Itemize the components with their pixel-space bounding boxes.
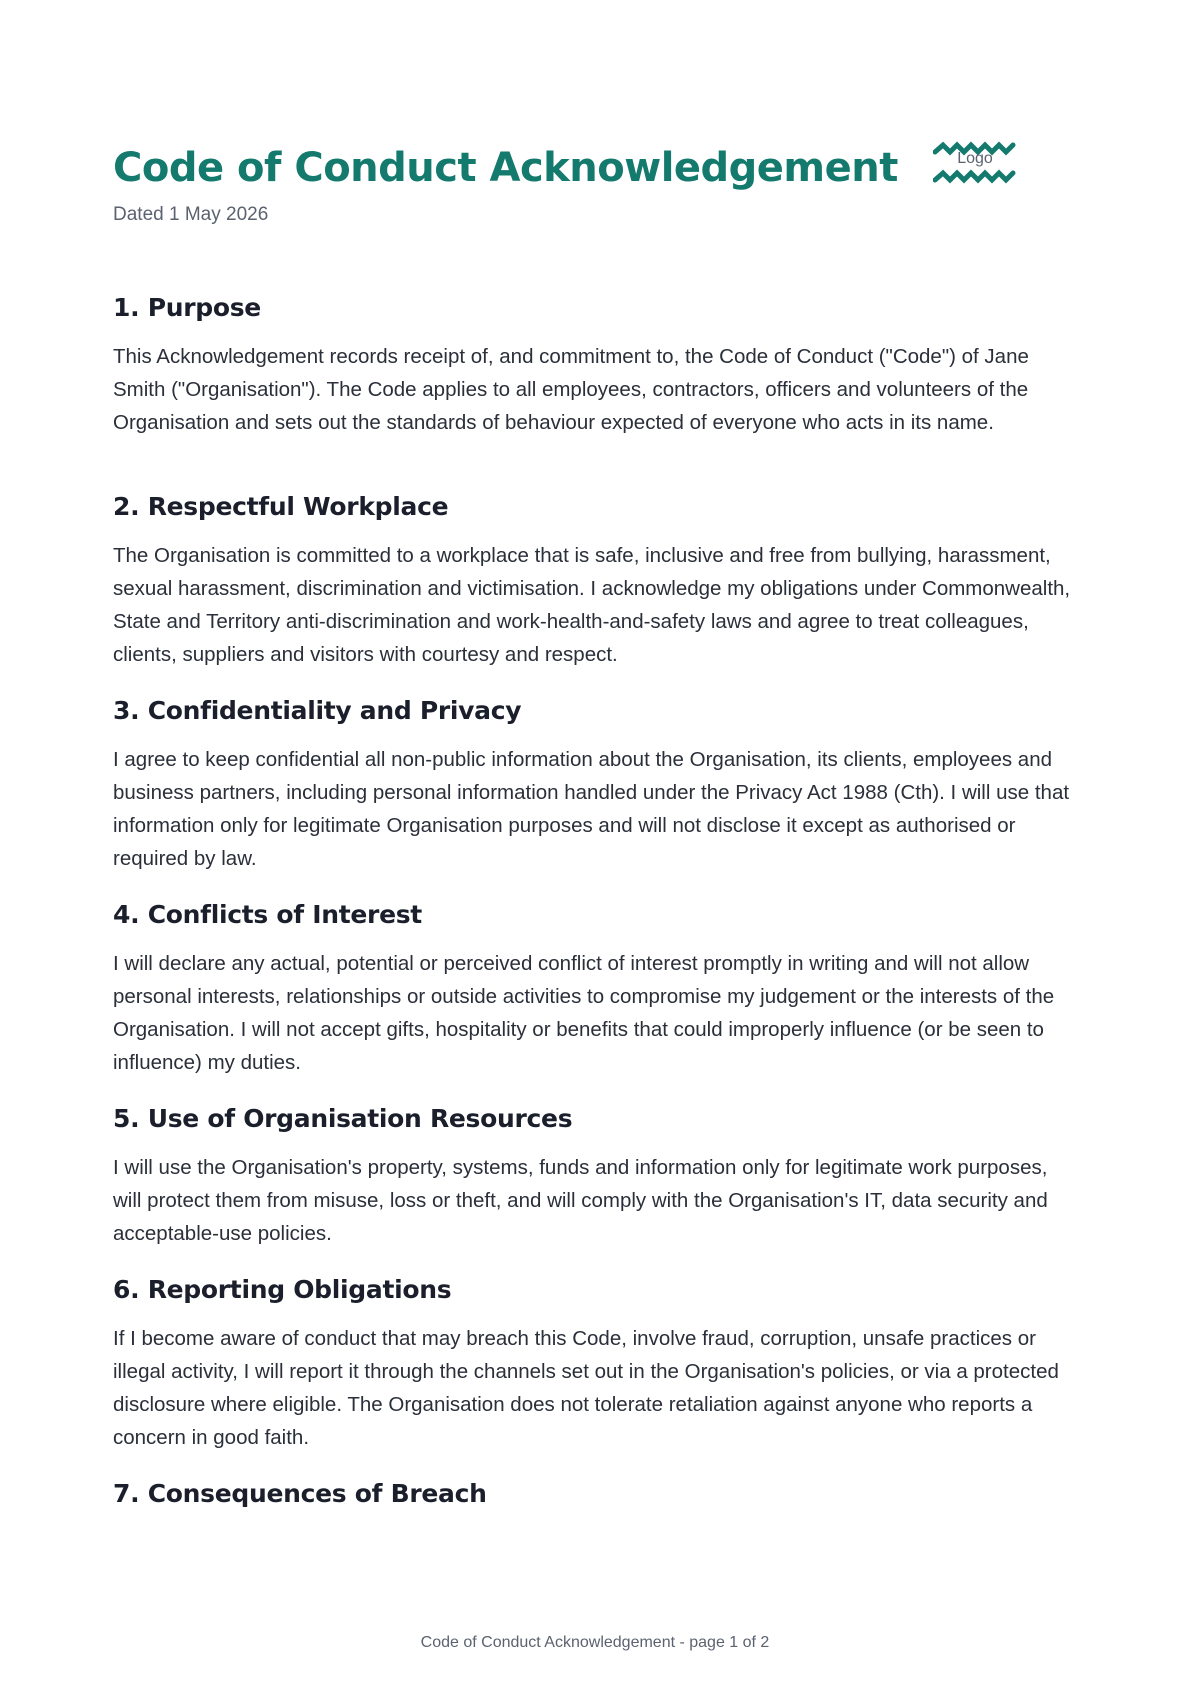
section-heading: 1. Purpose bbox=[113, 293, 261, 322]
section-text: I will use the Organisation's property, systems, funds and information only for legitimate work purposes, will protect them from misuse, loss or theft, and will comply with the Organisation's IT, data security and acceptable-use policies. bbox=[113, 1156, 1048, 1245]
section-text: This Acknowledgement records receipt of, and commitment to, the Code of Conduct ("Code") of Jane Smith ("Organisation"). The Code applies to all employees, contractors, officers and volunteers of the Organisation and sets out the standards of behaviour expected of everyone who acts in its name. bbox=[113, 345, 1029, 434]
logo-label: Logo bbox=[957, 150, 993, 167]
document-body bbox=[113, 290, 1075, 1534]
section-use-of-resources bbox=[113, 1101, 1075, 1250]
section-reporting-obligations bbox=[113, 1272, 1075, 1454]
section-consequences-of-breach bbox=[113, 1476, 1075, 1512]
section-heading: 3. Confidentiality and Privacy bbox=[113, 696, 522, 725]
section-text: I agree to keep confidential all non-public information about the Organisation, its clients, employees and business partners, including personal information handled under the Privacy Act 1988 (Cth). I will use that information only for legitimate Organisation purposes and will not disclose it except as authorised or required by law. bbox=[113, 748, 1070, 870]
section-respectful-workplace bbox=[113, 489, 1075, 671]
section-heading: 5. Use of Organisation Resources bbox=[113, 1104, 573, 1133]
section-text: The Organisation is committed to a workplace that is safe, inclusive and free from bullying, harassment, sexual harassment, discrimination and victimisation. I acknowledge my obligations under Commonwealth, State and Territory anti-discrimination and work-health-and-safety laws and agree to treat colleagues, clients, suppliers and visitors with courtesy and respect. bbox=[113, 544, 1071, 666]
document-title: Code of Conduct Acknowledgement bbox=[113, 145, 898, 191]
section-text: If I become aware of conduct that may breach this Code, involve fraud, corruption, unsafe practices or illegal activity, I will report it through the channels set out in the Organisation's policies, or via a protected disclosure where eligible. The Organisation does not tolerate retaliation against anyone who reports a concern in good faith. bbox=[113, 1327, 1059, 1449]
section-purpose bbox=[113, 290, 1075, 439]
logo bbox=[933, 140, 1017, 186]
section-heading: 7. Consequences of Breach bbox=[113, 1479, 487, 1508]
section-text: I will declare any actual, potential or perceived conflict of interest promptly in writing and will not allow personal interests, relationships or outside activities to compromise my judgement or the interests of the Organisation. I will not accept gifts, hospitality or benefits that could improperly influence (or be seen to influence) my duties. bbox=[113, 952, 1055, 1074]
section-conflicts-of-interest bbox=[113, 897, 1075, 1079]
page-footer: Code of Conduct Acknowledgement - page 1 of 2 bbox=[420, 1634, 770, 1651]
section-heading: 6. Reporting Obligations bbox=[113, 1275, 452, 1304]
document-date: Dated 1 May 2026 bbox=[113, 204, 269, 225]
section-heading: 2. Respectful Workplace bbox=[113, 492, 449, 521]
document-header bbox=[113, 140, 1073, 240]
section-heading: 4. Conflicts of Interest bbox=[113, 900, 422, 929]
section-confidentiality bbox=[113, 693, 1075, 875]
